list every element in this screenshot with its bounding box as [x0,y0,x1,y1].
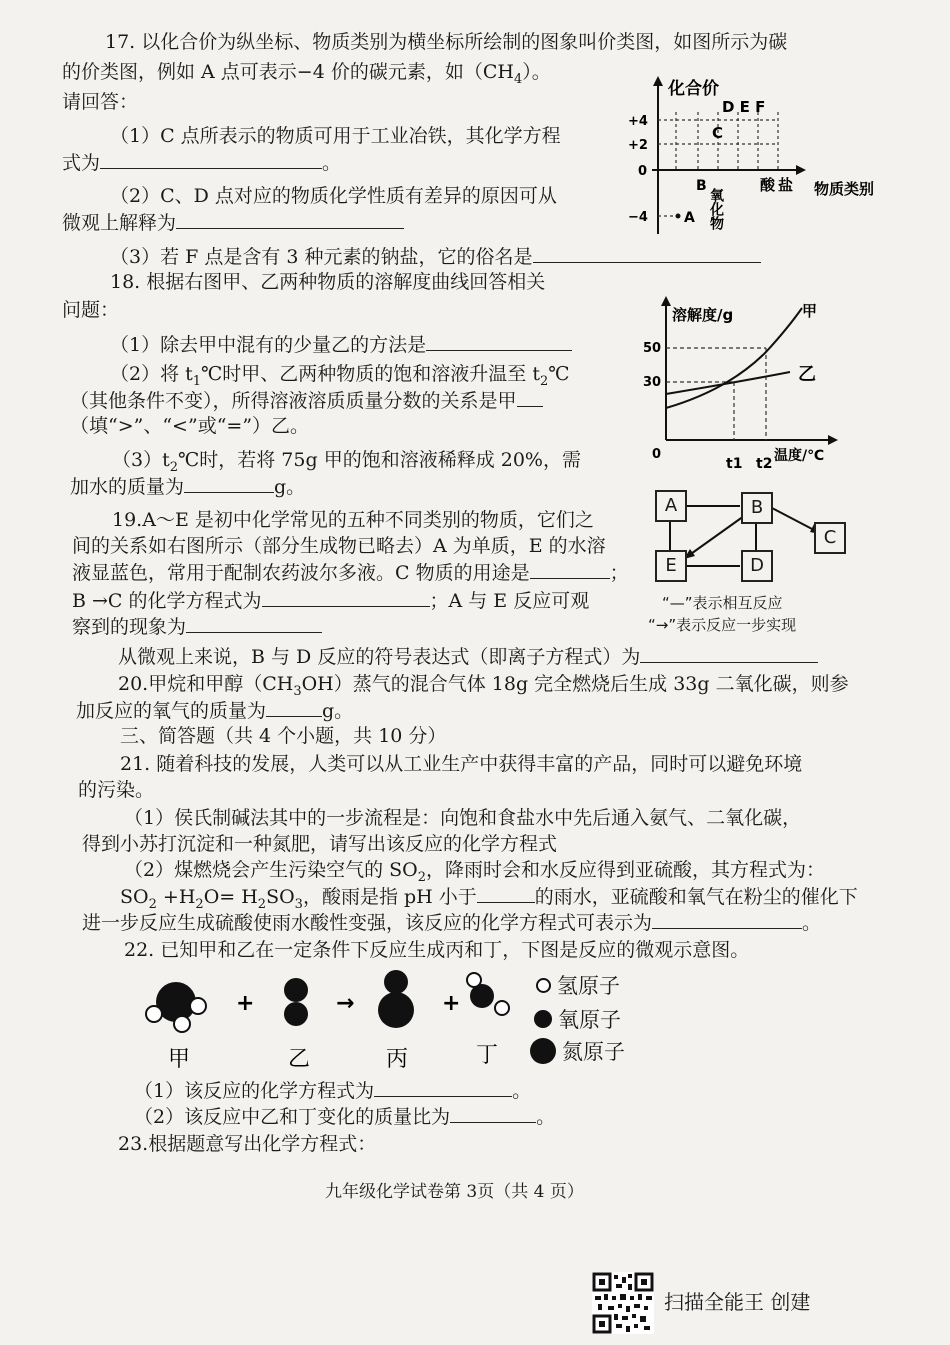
q18-part3-b: 加水的质量为 g。 [70,476,306,498]
q21-part1-b: 得到小苏打沉淀和一种氮肥，请写出该反应的化学方程式 [82,833,558,855]
answer-blank[interactable] [640,644,818,663]
answer-blank[interactable] [426,332,572,351]
q21-line1: 21. 随着科技的发展，人类可以从工业生产中获得丰富的产品，同时可以避免环境 [120,753,803,775]
q22-part1: （1）该反应的化学方程式为 。 [134,1080,532,1102]
node-d: D [741,550,773,582]
point-a-dot [676,214,681,219]
q17-part2-b: 微观上解释为 [62,210,404,235]
q18-part2-c: （填“>”、“<”或“=”）乙。 [70,415,310,437]
tick-plus2: +2 [628,138,648,153]
label-yi: 乙 [288,1047,311,1072]
point-a: A [684,210,695,226]
q20-line2: 加反应的氧气的质量为 g。 [76,700,354,722]
tick-plus4: +4 [628,114,648,129]
q19-line4: B →C 的化学方程式为 ；A 与 E 反应可观 [72,590,590,612]
label-yi: 乙 [798,364,816,385]
reaction-diagram [140,966,520,1076]
answer-blank[interactable] [262,588,430,607]
points-def: D E F [722,98,766,116]
answer-blank[interactable] [374,1078,512,1097]
q18-part1: （1）除去甲中混有的少量乙的方法是 [110,332,572,357]
q21-part2-a: （2）煤燃烧会产生污染空气的 $SO_2$，降雨时会和水反应得到亚硫酸，其方程式为： [124,859,826,885]
q21-part1-a: （1）侯氏制碱法其中的一步流程是：向饱和食盐水中先后通入氨气、二氧化碳， [124,807,802,829]
qr-code-icon [592,1272,654,1334]
node-a: A [655,490,687,522]
tick-30: 30 [643,375,662,390]
tick-minus4: −4 [628,210,648,225]
q21-line2: 的污染。 [78,779,155,801]
node-b: B [741,492,773,524]
q18-line1: 18. 根据右图甲、乙两种物质的溶解度曲线回答相关 [110,271,546,293]
answer-blank[interactable] [186,614,322,633]
node-e: E [655,550,687,582]
legend-hydrogen: 氢原子 [536,970,620,1000]
answer-blank[interactable] [652,910,802,929]
solubility-ylabel: 溶解度/g [672,306,734,324]
tick-zero: 0 [638,164,648,179]
hydrogen-atom-icon [536,978,551,993]
answer-blank[interactable] [450,1104,536,1123]
category-salt: 盐 [778,176,794,194]
q18-part3-a: $(3)t_2℃$时，若将 75g 甲的饱和溶液稀释成 20%，需 [112,449,581,475]
q17-line3: 请回答： [62,91,139,113]
plus-sign-2: + [442,991,461,1016]
q17-part2-a: （2）C、D 点对应的物质化学性质有差异的原因可从 [110,185,557,207]
q20-line1: 20.甲烷和甲醇$(CH_3OH)$蒸气的混合气体 18g 完全燃烧后生成 33g 二氧化碳，则参 [118,673,849,699]
legend-arrow: “→”表示反应一步实现 [648,616,797,634]
point-b: B [696,178,707,194]
q18-part2-a: （2）将 $t_1℃$时甲、乙两种物质的饱和溶液升温至 $t_2℃$ [110,363,570,389]
solubility-chart [638,290,863,472]
section-title: 三、简答题（共 4 个小题，共 10 分） [120,725,447,747]
q19-line3: 液显蓝色，常用于配制农药波尔多液。C 物质的用途是 ； [72,562,629,584]
nitrogen-atom-icon [530,1038,556,1064]
q19-line2: 间的关系如右图所示（部分生成物已略去）A 为单质，E 的水溶 [72,535,606,557]
legend-line: “—”表示相互反应 [662,594,783,612]
q19-line1: 19.A～E 是初中化学常见的五种不同类别的物质，它们之 [112,509,594,531]
answer-blank[interactable] [176,210,404,229]
answer-blank[interactable] [184,474,274,493]
answer-blank[interactable] [517,388,543,407]
q17-line1: 17. 以化合价为纵坐标、物质类别为横坐标所绘制的图象叫价类图，如图所示为碳 [105,31,788,53]
answer-blank[interactable] [530,560,610,579]
molecule-bing [378,970,414,1028]
q21-part2-b: $SO_2 +H_2O= H_2SO_3$，酸雨是指 pH 小于 的雨水，亚硫酸和氧气在粉尘的催化下 [120,886,858,912]
tick-t1: t1 [726,456,743,472]
molecule-yi [284,978,308,1026]
label-ding: 丁 [476,1043,499,1068]
label-bing: 丙 [386,1047,409,1072]
point-c: C [712,124,724,142]
molecule-ding [467,973,509,1015]
legend-oxygen: 氧原子 [534,1004,621,1034]
q19-line5: 察到的现象为 [72,614,322,639]
answer-blank[interactable] [266,698,322,717]
q17-line2: 的价类图，例如 A 点可表示−4 价的碳元素，如$(CH_4)$。 [62,61,551,87]
valence-xlabel: 物质类别 [814,180,875,198]
q23-title: 23.根据题意写出化学方程式： [118,1133,377,1155]
category-oxide: 氧化物 [708,188,724,230]
oxygen-atom-icon [534,1010,552,1028]
q17-part1-b: 式为 。 [62,152,342,174]
q22-part2: （2）该反应中乙和丁变化的质量比为 。 [134,1106,556,1128]
q22-line1: 22. 已知甲和乙在一定条件下反应生成丙和丁，下图是反应的微观示意图。 [124,939,750,961]
answer-blank[interactable] [477,884,535,903]
q19-line6: 从微观上来说，B 与 D 反应的符号表达式（即离子方程式）为 [118,644,818,669]
legend-nitrogen: 氮原子 [530,1036,625,1066]
tick-t2: t2 [756,456,773,472]
page-footer: 九年级化学试卷第 3页（共 4 页） [325,1182,584,1202]
node-c: C [814,522,846,554]
label-jia: 甲 [168,1047,191,1072]
answer-blank[interactable] [533,244,761,263]
valence-ylabel: 化合价 [668,79,719,99]
plus-sign: + [236,991,255,1016]
q21-part2-c: 进一步反应生成硫酸使雨水酸性变强，该反应的化学方程式可表示为 。 [82,912,822,934]
scanner-watermark: 扫描全能王 创建 [664,1290,811,1314]
reaction-arrow: → [336,991,355,1016]
q18-line2: 问题： [62,299,120,321]
chart-origin: 0 [652,447,662,462]
q18-part2-b: （其他条件不变），所得溶液溶质质量分数的关系是甲 [70,388,543,413]
solubility-xlabel: 温度/℃ [774,448,825,464]
valence-chart [618,72,903,240]
category-acid: 酸 [760,176,776,194]
label-jia: 甲 [802,302,818,320]
tick-50: 50 [643,341,662,356]
curve-yi [666,372,790,394]
q17-part1-a: （1）C 点所表示的物质可用于工业冶铁，其化学方程 [110,125,561,147]
molecule-jia [146,982,206,1032]
answer-blank[interactable] [100,150,322,169]
q17-part3: （3）若 F 点是含有 3 种元素的钠盐，它的俗名是 [110,244,761,269]
